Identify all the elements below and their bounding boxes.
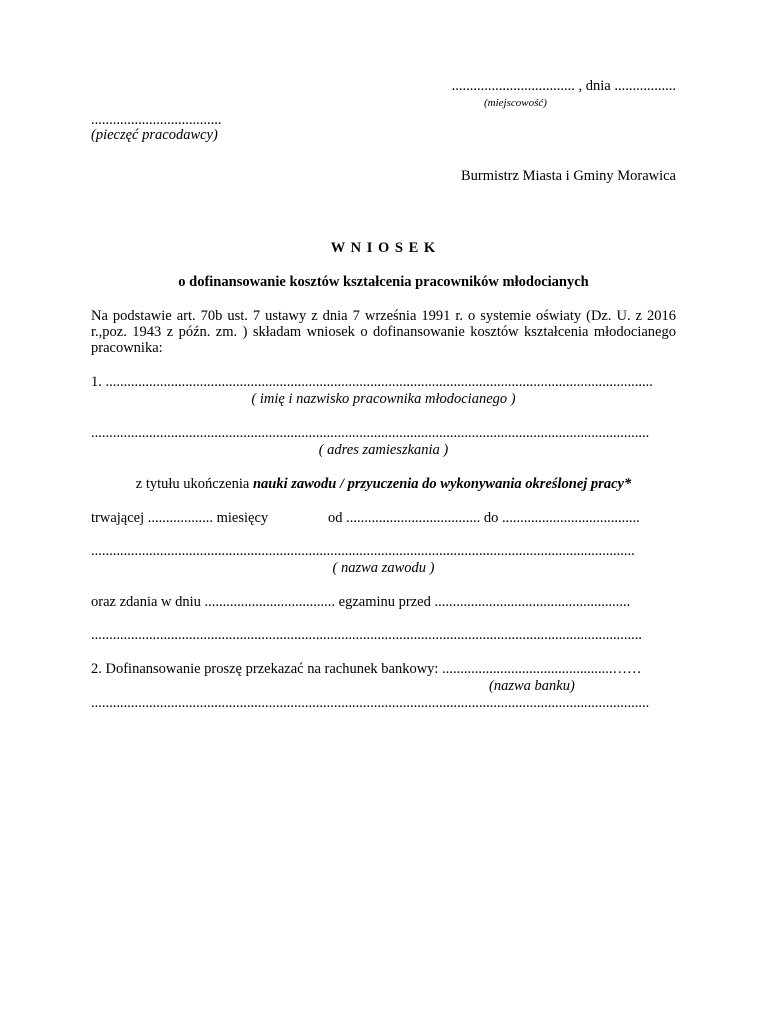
- account-line: ..........................................................................................................................................................: [91, 695, 650, 711]
- stamp-line: ....................................: [91, 112, 222, 128]
- profession-caption: ( nazwa zawodu ): [332, 560, 435, 576]
- bank-line: 2. Dofinansowanie proszę przekazać na rachunek bankowy: ...............................................……: [91, 661, 642, 677]
- training-title-line: [91, 476, 676, 492]
- exam-continuation-line: ........................................................................................................................................................: [91, 627, 642, 643]
- training-title-prefix: z tytułu ukończenia: [135, 476, 253, 492]
- address-caption: ( adres zamieszkania ): [318, 442, 449, 458]
- training-title-emphasis: nauki zawodu / przyuczenia do wykonywania określonej pracy*: [252, 476, 632, 492]
- duration-field: trwającej .................. miesięcy: [91, 510, 269, 526]
- employee-name-caption: ( imię i nazwisko pracownika młodocianego ): [251, 391, 516, 407]
- document-subtitle: o dofinansowanie kosztów kształcenia pracowników młodocianych: [178, 274, 589, 290]
- stamp-caption: (pieczęć pracodawcy): [91, 127, 218, 143]
- employee-name-line: 1. .......................................................................................................................................................: [91, 374, 653, 390]
- exam-line: oraz zdania w dniu .................................... egzaminu przed ......................................................: [91, 594, 631, 610]
- place-date-line: .................................. , dnia .................: [451, 78, 676, 94]
- period-field: od ..................................... do ......................................: [328, 510, 640, 526]
- document-title: W N I O S E K: [330, 240, 437, 256]
- bank-caption: (nazwa banku): [489, 678, 575, 694]
- profession-line: ......................................................................................................................................................: [91, 543, 635, 559]
- place-caption: (miejscowość): [484, 97, 547, 109]
- addressee: Burmistrz Miasta i Gminy Morawica: [460, 168, 676, 184]
- address-line: ..........................................................................................................................................................: [91, 425, 650, 441]
- intro-paragraph: Na podstawie art. 70b ust. 7 ustawy z dnia 7 września 1991 r. o systemie oświaty (Dz. U. z 2016 r.,poz. 1943 z późn. zm. ) składam wniosek o dofinansowanie kosztów kształcenia młodocianego pracownika:: [91, 308, 676, 356]
